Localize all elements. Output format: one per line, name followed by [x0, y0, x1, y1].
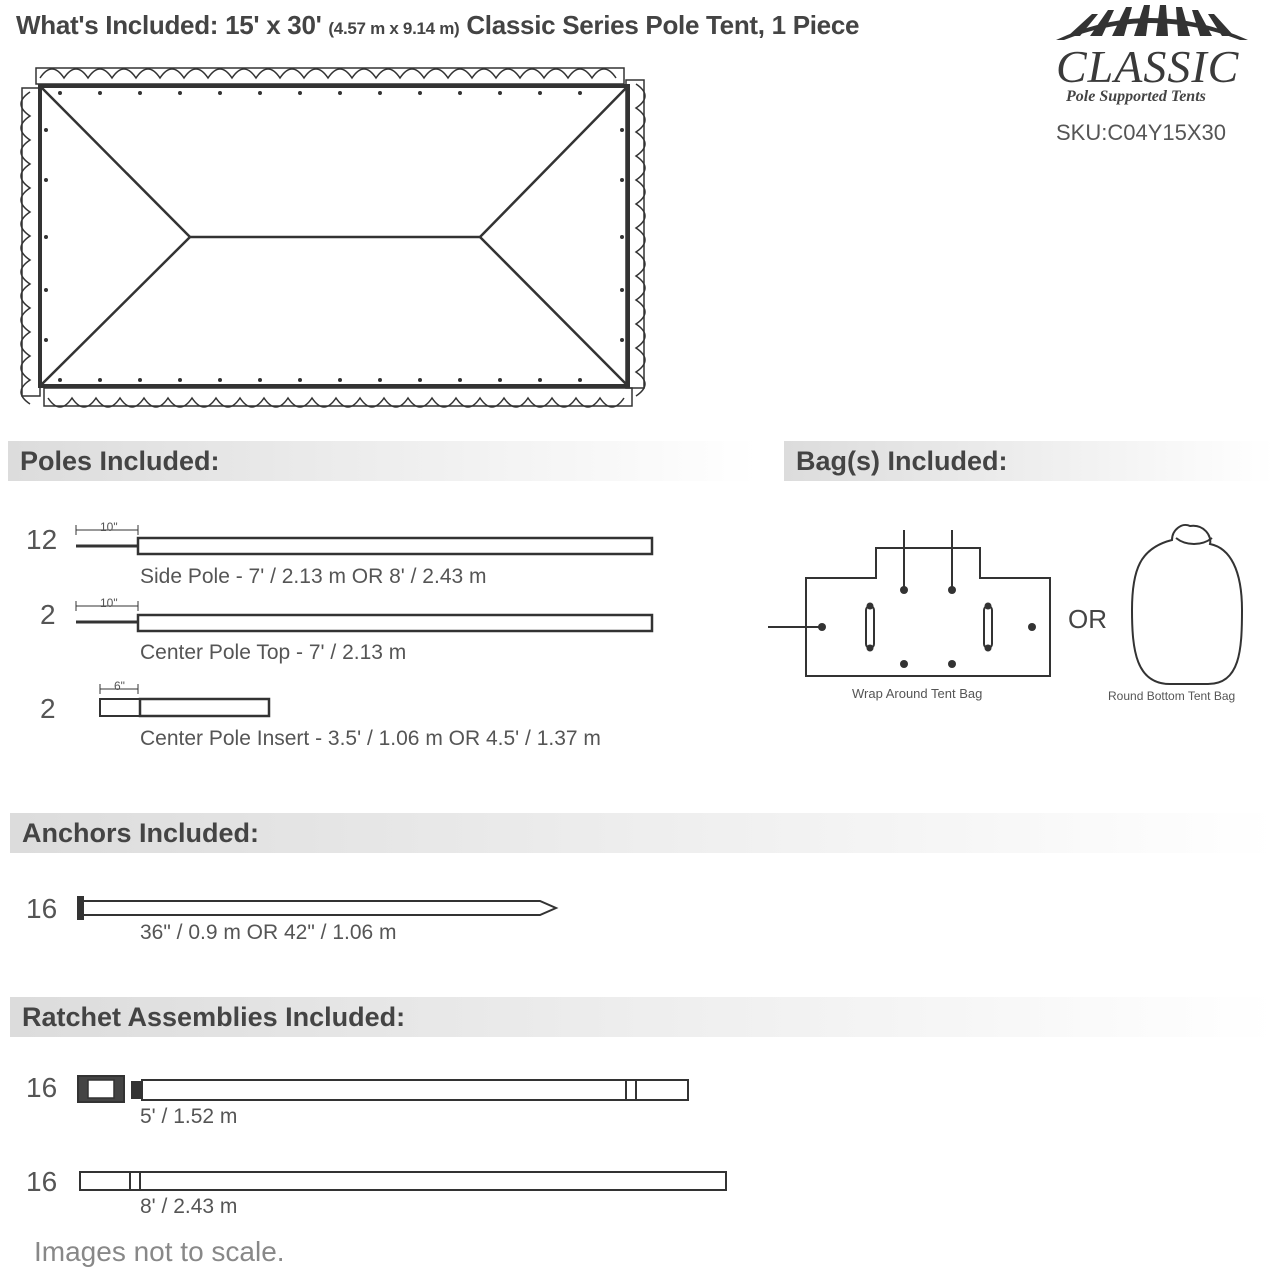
side-pole-drawing: [76, 525, 652, 554]
logo-canopy-icon: [1056, 5, 1248, 40]
tent-sidewall-top: [36, 68, 624, 84]
logo-tagline: Pole Supported Tents: [1066, 88, 1206, 105]
ratchet-5ft-drawing: [78, 1076, 688, 1102]
round-bottom-bag-drawing: [1132, 525, 1242, 684]
section-banner-poles: [8, 441, 758, 481]
sku-label: SKU:C04Y15X30: [1056, 120, 1226, 145]
section-title-anchors: Anchors Included:: [22, 818, 260, 848]
title-main: What's Included: 15' x 30': [16, 10, 329, 40]
anchor-stake-drawing: [78, 897, 556, 919]
ratchet-label: 5' / 1.52 m: [140, 1105, 238, 1128]
pole-pin-length: 10": [100, 520, 118, 534]
title-rest: Classic Series Pole Tent, 1 Piece: [459, 10, 860, 40]
section-title-ratchets: Ratchet Assemblies Included:: [22, 1002, 406, 1032]
tent-sidewall-left: [21, 88, 40, 404]
anchor-qty: 16: [26, 893, 58, 924]
ratchet-qty: 16: [26, 1072, 58, 1103]
tent-hip-lines: [40, 86, 628, 386]
bag-or-label: OR: [1068, 604, 1107, 634]
round-bag-label: Round Bottom Tent Bag: [1108, 689, 1236, 703]
pole-label: Center Pole Insert - 3.5' / 1.06 m OR 4.5' / 1.37 m: [140, 727, 601, 750]
section-banner-ratchets: [10, 997, 1276, 1037]
ratchet-label: 8' / 2.43 m: [140, 1195, 238, 1218]
section-banner-anchors: [10, 813, 1276, 853]
ratchet-8ft-drawing: [80, 1172, 726, 1190]
pole-pin-length: 6": [114, 679, 125, 693]
footer-note: Images not to scale.: [34, 1236, 285, 1267]
wrap-around-bag-drawing: [768, 530, 1050, 676]
title-metric: (4.57 m x 9.14 m): [328, 19, 460, 38]
section-title-bags: Bag(s) Included:: [796, 446, 1008, 476]
logo-wordmark: CLASSIC: [1056, 41, 1240, 92]
pole-qty: 2: [40, 693, 56, 724]
pole-qty: 2: [40, 599, 56, 630]
section-banner-bags: [784, 441, 1274, 481]
center-pole-insert-drawing: [100, 684, 269, 716]
pole-label: Side Pole - 7' / 2.13 m OR 8' / 2.43 m: [140, 565, 487, 588]
ratchet-qty: 16: [26, 1166, 58, 1197]
pole-qty: 12: [26, 524, 58, 555]
tent-top-view: [21, 68, 645, 407]
tent-sidewall-bottom: [44, 388, 632, 407]
center-pole-top-drawing: [76, 601, 652, 631]
pole-pin-length: 10": [100, 596, 118, 610]
wrap-bag-label: Wrap Around Tent Bag: [852, 686, 983, 701]
section-title-poles: Poles Included:: [20, 446, 220, 476]
anchor-label: 36" / 0.9 m OR 42" / 1.06 m: [140, 921, 397, 944]
pole-label: Center Pole Top - 7' / 2.13 m: [140, 641, 407, 664]
